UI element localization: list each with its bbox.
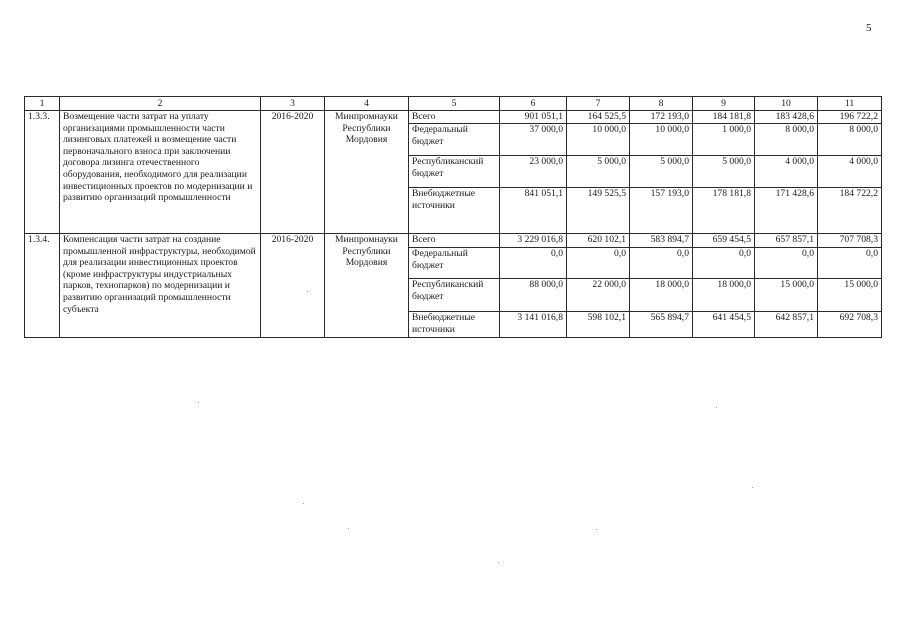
value-cell: 0,0: [693, 248, 755, 279]
value-cell: 598 102,1: [567, 312, 630, 338]
scan-speck: [198, 402, 199, 403]
header-cell: 4: [325, 97, 409, 111]
funding-source: Федеральный бюджет: [409, 248, 500, 279]
value-cell: 1 000,0: [693, 124, 755, 156]
value-cell: 3 229 016,8: [500, 234, 567, 248]
value-cell: 37 000,0: [500, 124, 567, 156]
header-cell: 8: [630, 97, 693, 111]
scan-speck: [596, 529, 597, 530]
scan-speck: [303, 503, 304, 504]
measure-code: 1.3.4.: [25, 234, 60, 338]
value-cell: 164 525,5: [567, 111, 630, 124]
value-cell: 0,0: [755, 248, 818, 279]
measure-executor: Минпромнауки Республики Мордовия: [325, 234, 409, 338]
value-cell: 178 181,8: [693, 188, 755, 234]
value-cell: 22 000,0: [567, 279, 630, 312]
value-cell: 183 428,6: [755, 111, 818, 124]
header-cell: 10: [755, 97, 818, 111]
measure-executor: Минпромнауки Республики Мордовия: [325, 111, 409, 234]
page-number: 5: [866, 22, 872, 34]
header-cell: 2: [60, 97, 261, 111]
value-cell: 641 454,5: [693, 312, 755, 338]
value-cell: 8 000,0: [755, 124, 818, 156]
header-cell: 5: [409, 97, 500, 111]
funding-source: Республиканский бюджет: [409, 156, 500, 188]
scan-speck: [307, 291, 308, 292]
value-cell: 657 857,1: [755, 234, 818, 248]
value-cell: 23 000,0: [500, 156, 567, 188]
column-number-header: [25, 97, 882, 111]
value-cell: 5 000,0: [693, 156, 755, 188]
value-cell: 659 454,5: [693, 234, 755, 248]
value-cell: 184 722,2: [818, 188, 882, 234]
scan-speck: [348, 528, 349, 529]
value-cell: 620 102,1: [567, 234, 630, 248]
value-cell: 0,0: [500, 248, 567, 279]
header-cell: 7: [567, 97, 630, 111]
value-cell: 642 857,1: [755, 312, 818, 338]
value-cell: 901 051,1: [500, 111, 567, 124]
value-cell: 5 000,0: [630, 156, 693, 188]
measure-description: Компенсация части затрат на создание промышленной инфраструктуры, необходимой для реализации инвестиционных проектов (кроме инфраструктуры индустриальных парков, технопарков) по модернизации и развитию организаций промышленности субъекта: [60, 234, 261, 338]
measure-code: 1.3.3.: [25, 111, 60, 234]
value-cell: 4 000,0: [755, 156, 818, 188]
value-cell: 3 141 016,8: [500, 312, 567, 338]
value-cell: 15 000,0: [755, 279, 818, 312]
value-cell: 18 000,0: [693, 279, 755, 312]
value-cell: 0,0: [630, 248, 693, 279]
value-cell: 0,0: [818, 248, 882, 279]
value-cell: 5 000,0: [567, 156, 630, 188]
value-cell: 149 525,5: [567, 188, 630, 234]
table-row: [25, 111, 882, 124]
value-cell: 4 000,0: [818, 156, 882, 188]
value-cell: 10 000,0: [567, 124, 630, 156]
header-cell: 1: [25, 97, 60, 111]
value-cell: 692 708,3: [818, 312, 882, 338]
value-cell: 583 894,7: [630, 234, 693, 248]
value-cell: 196 722,2: [818, 111, 882, 124]
measure-period: 2016-2020: [261, 234, 325, 338]
value-cell: 172 193,0: [630, 111, 693, 124]
header-cell: 6: [500, 97, 567, 111]
funding-source: Всего: [409, 234, 500, 248]
funding-source: Внебюджетные источники: [409, 312, 500, 338]
value-cell: 88 000,0: [500, 279, 567, 312]
table-row: [25, 234, 882, 248]
measure-period: 2016-2020: [261, 111, 325, 234]
funding-source: Федеральный бюджет: [409, 124, 500, 156]
funding-source: Республиканский бюджет: [409, 279, 500, 312]
funding-source: Всего: [409, 111, 500, 124]
header-cell: 11: [818, 97, 882, 111]
value-cell: 18 000,0: [630, 279, 693, 312]
value-cell: 841 051,1: [500, 188, 567, 234]
header-cell: 9: [693, 97, 755, 111]
value-cell: 15 000,0: [818, 279, 882, 312]
value-cell: 8 000,0: [818, 124, 882, 156]
value-cell: 707 708,3: [818, 234, 882, 248]
funding-source: Внебюджетные источники: [409, 188, 500, 234]
measure-description: Возмещение части затрат на уплату организациями промышленности части лизинговых платежей и возмещение части первоначального взноса при заключении договора лизинга отечественного оборудования, необходимого для реализации инвестиционных проектов по модернизации и развитию организаций промышленности: [60, 111, 261, 234]
value-cell: 171 428,6: [755, 188, 818, 234]
scan-speck: [752, 487, 753, 488]
scan-speck: [716, 407, 717, 408]
value-cell: 565 894,7: [630, 312, 693, 338]
value-cell: 0,0: [567, 248, 630, 279]
budget-table: [24, 96, 882, 338]
value-cell: 157 193,0: [630, 188, 693, 234]
value-cell: 10 000,0: [630, 124, 693, 156]
header-cell: 3: [261, 97, 325, 111]
scan-speck: [498, 562, 499, 563]
value-cell: 184 181,8: [693, 111, 755, 124]
